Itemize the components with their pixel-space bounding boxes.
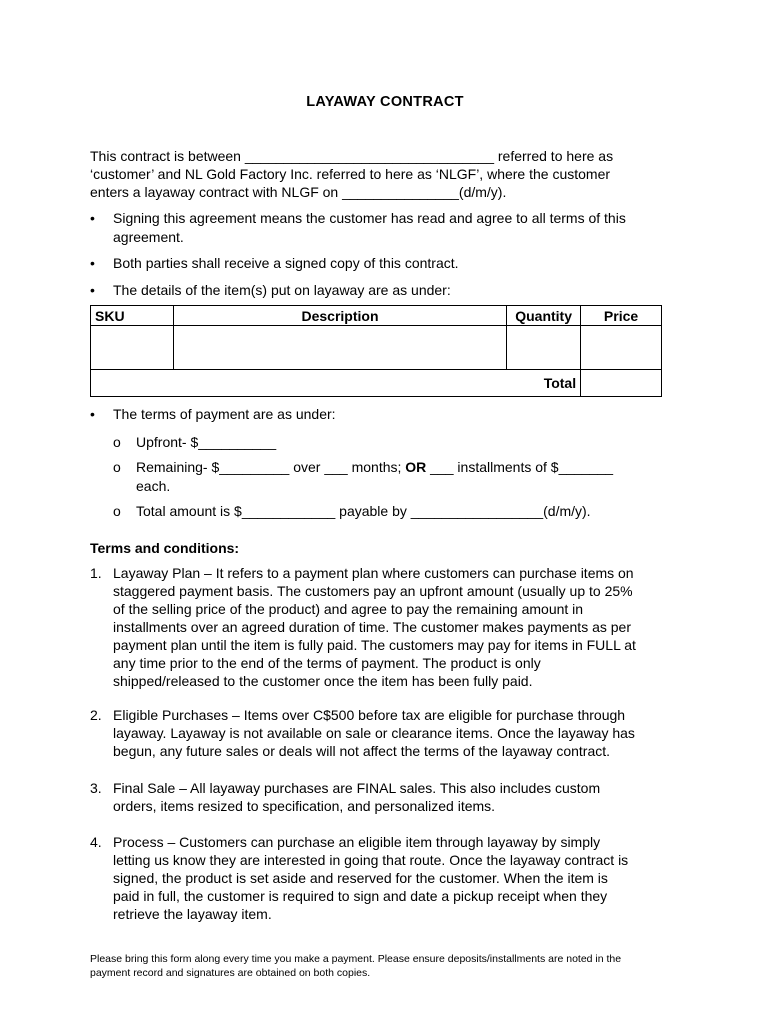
price-cell[interactable] bbox=[581, 326, 662, 370]
term-line: of the selling price of the product) and agree to pay the remaining amount in bbox=[113, 601, 584, 617]
term-number: 4. bbox=[90, 834, 102, 850]
term-line: Final Sale – All layaway purchases are FINAL sales. This also includes custom bbox=[113, 780, 601, 796]
intro-line-2: ‘customer’ and NL Gold Factory Inc. referred to here as ‘NLGF’, where the customer bbox=[90, 166, 611, 182]
column-header-sku: SKU bbox=[91, 306, 174, 326]
remaining-text-b: ___ installments of $_______ bbox=[426, 459, 614, 475]
bullet-marker: • bbox=[90, 406, 95, 422]
column-header-price: Price bbox=[581, 306, 662, 326]
term-eligible-purchases bbox=[113, 706, 678, 760]
term-final-sale bbox=[113, 779, 678, 815]
footer-note bbox=[90, 952, 690, 980]
bullet-marker: • bbox=[90, 282, 95, 298]
term-line: orders, items resized to specification, and personalized items. bbox=[113, 798, 496, 814]
document-title: LAYAWAY CONTRACT bbox=[306, 94, 464, 110]
layaway-items-table bbox=[90, 305, 662, 397]
table-row bbox=[91, 326, 662, 370]
term-number: 2. bbox=[90, 707, 102, 723]
term-process bbox=[113, 833, 678, 923]
term-line: paid in full, the customer is required to sign and date a pickup receipt when they bbox=[113, 888, 608, 904]
sub-bullet-marker: o bbox=[113, 459, 121, 475]
term-number: 3. bbox=[90, 780, 102, 796]
column-header-quantity: Quantity bbox=[507, 306, 581, 326]
bullet-agreement-line-2: agreement. bbox=[113, 228, 184, 245]
term-line: letting us know they are interested in going that route. Once the layaway contract is bbox=[113, 852, 629, 868]
term-layaway-plan bbox=[113, 564, 678, 690]
upfront-payment: Upfront- $__________ bbox=[136, 434, 277, 450]
term-line: installments over an agreed duration of time. The customer makes payments as per bbox=[113, 619, 631, 635]
terms-heading: Terms and conditions: bbox=[90, 540, 240, 556]
bullet-payment-terms: The terms of payment are as under: bbox=[113, 406, 336, 422]
total-label: Total bbox=[91, 370, 581, 397]
bullet-marker: • bbox=[90, 255, 95, 271]
footer-line-2: payment record and signatures are obtained on both copies. bbox=[90, 967, 371, 979]
footer-line-1: Please bring this form along every time you make a payment. Please ensure deposits/installments are noted in the bbox=[90, 953, 622, 965]
sub-bullet-marker: o bbox=[113, 434, 121, 450]
remaining-text-c: each. bbox=[136, 477, 171, 494]
term-line: Layaway Plan – It refers to a payment plan where customers can purchase items on bbox=[113, 565, 634, 581]
term-line: Process – Customers can purchase an eligible item through layaway by simply bbox=[113, 834, 601, 850]
term-line: payment plan until the item is fully paid. The customers may pay for items in FULL at bbox=[113, 637, 636, 653]
sub-bullet-marker: o bbox=[113, 503, 121, 519]
column-header-description: Description bbox=[173, 306, 506, 326]
term-number: 1. bbox=[90, 565, 102, 581]
intro-line-3: enters a layaway contract with NLGF on _______________(d/m/y). bbox=[90, 184, 507, 200]
total-amount: Total amount is $____________ payable by _________________(d/m/y). bbox=[136, 503, 591, 519]
intro-line-1: This contract is between ________________________________ referred to here as bbox=[90, 148, 614, 164]
term-line: any time prior to the end of the terms of payment. The product is only bbox=[113, 655, 541, 671]
or-label: OR bbox=[405, 459, 427, 475]
bullet-signed-copy: Both parties shall receive a signed copy of this contract. bbox=[113, 255, 459, 271]
total-cell[interactable] bbox=[581, 370, 662, 397]
table-total-row bbox=[91, 370, 662, 397]
remaining-text-a: Remaining- $_________ over ___ months; bbox=[136, 459, 406, 475]
bullet-agreement-line-1: Signing this agreement means the customer has read and agree to all terms of this bbox=[113, 210, 626, 226]
term-line: retrieve the layaway item. bbox=[113, 906, 272, 922]
remaining-payment bbox=[136, 458, 676, 495]
table-header-row bbox=[91, 306, 662, 326]
bullet-agreement bbox=[113, 209, 688, 246]
bullet-marker: • bbox=[90, 210, 95, 226]
term-line: signed, the product is set aside and reserved for the customer. When the item is bbox=[113, 870, 608, 886]
term-line: Eligible Purchases – Items over C$500 before tax are eligible for purchase through bbox=[113, 707, 626, 723]
intro-paragraph bbox=[90, 147, 690, 201]
quantity-cell[interactable] bbox=[507, 326, 581, 370]
bullet-item-details: The details of the item(s) put on layaway are as under: bbox=[113, 282, 451, 298]
term-line: shipped/released to the customer once the item has been fully paid. bbox=[113, 673, 533, 689]
term-line: layaway. Layaway is not available on sale or clearance items. Once the layaway has bbox=[113, 725, 635, 741]
term-line: begun, any future sales or deals will not affect the terms of the layaway contract. bbox=[113, 743, 611, 759]
sku-cell[interactable] bbox=[91, 326, 174, 370]
description-cell[interactable] bbox=[173, 326, 506, 370]
term-line: staggered payment basis. The customers pay an upfront amount (usually up to 25% bbox=[113, 583, 633, 599]
